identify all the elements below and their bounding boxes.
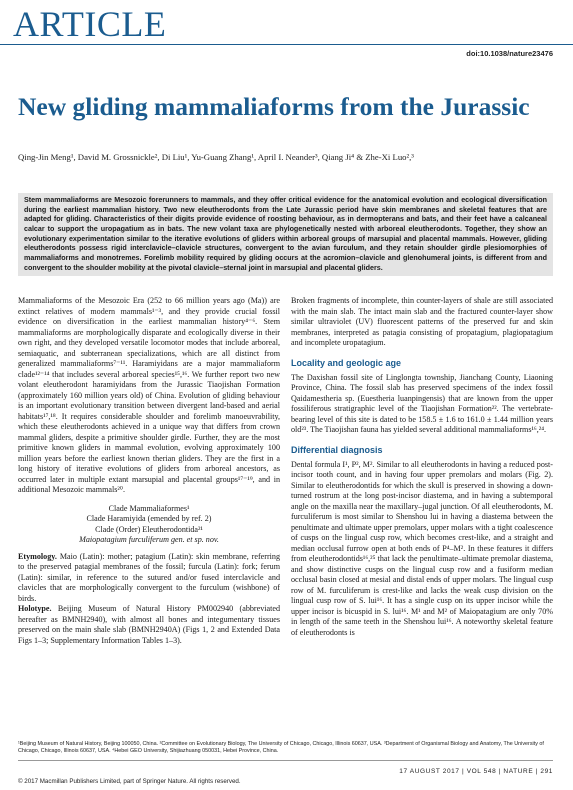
intro-paragraph: Mammaliaforms of the Mesozoic Era (252 to 66 million years ago (Ma)) are extinct relatives of modern mammals¹⁻³, and they provide crucial fossil evidence on diversification in the earliest mammalian history⁴⁻⁶. Stem mammaliaforms are morphologically disparate and ecologically diverse in their own right, and they developed versatile locomotor modes that include arboreal, semiaquatic, and subterranean specializations, which are all distinct from generalized mammaliaforms⁷⁻¹¹. Haramiyidans are a major mammaliaform clade¹²⁻¹⁴ that includes several arboreal species¹⁵,¹⁶. We further report two new volant eleutherodont haramiyidans from the Jurassic Tiaojishan Formation (approximately 160 million years old) of China. Evolution of gliding behaviour is an important evolutionary transition between divergent land-based and aerial habitats¹⁷,¹⁸. It requires considerable shoulder and forelimb manoeuvrability, which these eleutherodonts achieved in a unique way that differs from crown mammal gliders, despite a primitive shoulder girdle. Further, they are the most primitive known gliders in mammal evolution, evolving approximately 100 million years before the earliest known therian gliders. They are the first in a long history of iterative evolutions of gliders from arboreal ancestors, as occurred later in multiple extant marsupial and placental groups¹⁷⁻¹⁹, and in additional Mesozoic mammals²⁰. [18, 296, 280, 494]
locality-paragraph: The Daxishan fossil site of Linglongta township, Jianchang County, Liaoning Province, China. The fossil slab has preserved specimens of the index fossil Qaidamestheria sp. (Euestheria luanpingensis) that are known from the upper fossiliferous stratigraphic level of the Tiaojishan Formation²². The vertebrate-bearing level of this site is dated to be 158.5 ± 1.6 to 161.0 ± 1.44 million years old²³. The Tiaojishan fauna has yielded several additional mammaliaforms¹⁶,²⁴. [291, 372, 553, 434]
etymology-text: Maio (Latin): mother; patagium (Latin): skin membrane, referring to the preserved patagial membranes of the fossil; furcula (Latin): fork; ferum (Latin): similar, in reference to the sutured and/or fused interclavicle and clavicles that are morphologically convergent to the furculum (wishbone) of birds. [18, 551, 280, 603]
diagnosis-paragraph: Dental formula I¹, P², M². Similar to all eleutherodonts in having a reduced post-incisor tooth count, and in having four upper premolars and molars (Fig. 2). Similar to eleutherodontids for which the skull is preserved in showing a down-turned rostrum at the long post-incisor diastema, and in having a subtemporal angle on the maxilla near the maxillary–jugal junction. Of all eleutherodonts, M. furculiferum is most similar to Shenshou lui in having a diastema between the penultimate and ultimate upper premolars, upper molars with a tight coalescence of cusps on the lingual cusp row, which becomes crest-like, and a straight and median occlusal furrow open at both ends of P⁴–M². In these features it differs from eleutherodontids¹⁶,²⁵ that lack the penultimate–ultimate premolar diastema, and show distinctive cusps on the lingual cusp row and a fusiform median occlusal basin closed at mesial and distal ends of upper molars. The lingual cusp row of M. furculiferum is crest-like and lacks the weak cusp division on the lingual cusp row of S. lui¹⁶. It has a single cusp on its upper incisor while the upper incisor is bicuspid in S. lui¹⁶. M¹ and M² of Maiopatagium are only 70% in length of the same teeth in the Shenshou lui¹⁶. A noteworthy skeletal feature of eleutherodonts is [291, 459, 553, 637]
page-info: 17 AUGUST 2017 | VOL 548 | NATURE | 291 [399, 768, 553, 775]
etymology-label: Etymology. [18, 551, 57, 561]
article-title: New gliding mammaliaforms from the Jurassic [18, 92, 530, 121]
header-rule [0, 44, 573, 45]
etymology-paragraph [18, 552, 280, 605]
abstract: Stem mammaliaforms are Mesozoic forerunners to mammals, and they offer critical evidence for the anatomical evolution and ecological diversification during the earliest mammalian history. Two new eleutherodonts from the Late Jurassic period have skin membranes and skeletal features that are adapted for gliding. Characteristics of their digits provide evidence of roosting behaviour, as in dermopterans and bats, and their feet have a calcaneal calcar to support the uropagatium as in bats. The new volant taxa are phylogenetically nested with arboreal eleutherodonts. Together, they show an evolutionary experimentation similar to the iterative evolutions of gliders within arboreal groups of marsupial and placental mammals. However, gliding eleutherodonts possess rigid interclavicle–clavicle structures, convergent to the avian furculum, and they retain shoulder girdle plesiomorphies of mammaliaforms and monotremes. Forelimb mobility required by gliding occurs at the acromion–clavicle and glenohumeral joints, is different from and convergent to the shoulder mobility at the pivotal clavicle–sternal joint in marsupial and placental gliders. [18, 193, 553, 276]
affiliations: ¹Beijing Museum of Natural History, Beijing 100050, China. ²Committee on Evolutionary Biology, The University of Chicago, Chicago, Illinois 60637, USA. ³Department of Organismal Biology and Anatomy, The University of Chicago, Chicago, Illinois 60637, USA. ⁴Hebei GEO University, Shijiazhuang 050031, Hebei Province, China. [18, 741, 544, 754]
doi[interactable]: doi:10.1038/nature23476 [466, 49, 553, 58]
diagnosis-heading: Differential diagnosis [291, 444, 383, 455]
clade-block [18, 504, 280, 546]
locality-heading: Locality and geologic age [291, 357, 402, 368]
copyright: © 2017 Macmillan Publishers Limited, part of Springer Nature. All rights reserved. [18, 778, 241, 785]
continued-paragraph: Broken fragments of incomplete, thin counter-layers of shale are still associated with the main slab. The intact main slab and the fractured counter-layer show similar ultraviolet (UV) fluorescent patterns of the preserved fur and skin membranes, interpreted as patagia consisting of propatagium, plagiopatagium and incomplete uropatagium. [291, 296, 553, 347]
footer-rule [18, 760, 553, 761]
clade-line: Clade Haramiyida (emended by ref. 2) [86, 514, 212, 523]
section-label: ARTICLE [13, 4, 167, 44]
clade-line: Clade Mammaliaformes¹ [108, 503, 190, 513]
holotype-paragraph [18, 604, 280, 646]
author-list: Qing-Jin Meng¹, David M. Grossnickle², Di Liu¹, Yu-Guang Zhang¹, April I. Neander³, Qiang Ji⁴ & Zhe-Xi Luo²,³ [18, 152, 414, 162]
clade-line: Clade (Order) Eleutherodontida²¹ [95, 524, 203, 534]
species-name: Maiopatagium furculiferum gen. et sp. nov. [79, 535, 219, 544]
left-column [18, 296, 280, 646]
holotype-text: Beijing Museum of Natural History PM002940 (abbreviated hereafter as BMNH2940), with almost all bones and integumentary tissues preserved on the main shale slab (BMNH2940A) (Figs 1, 2 and Extended Data Figs 1–3; Supplementary Information Tables 1–3). [18, 604, 280, 645]
holotype-label: Holotype. [18, 604, 52, 613]
right-column [291, 296, 553, 638]
